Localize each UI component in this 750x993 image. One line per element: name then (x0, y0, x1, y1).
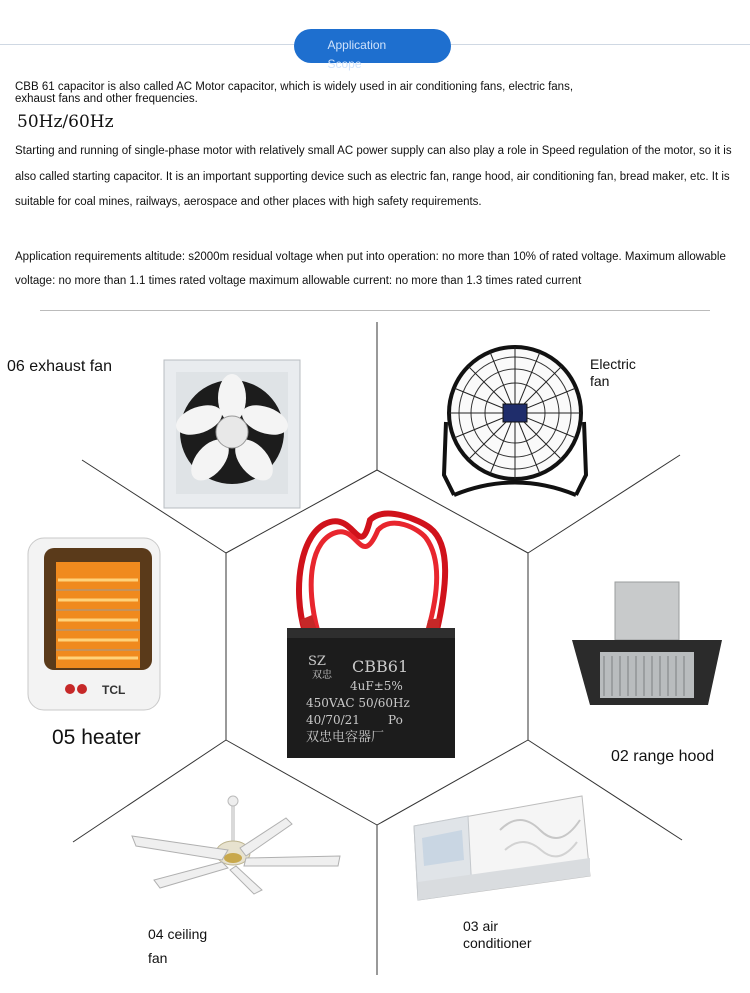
label-air-conditioner: 03 air conditioner (463, 918, 532, 951)
label-electric-fan: Electric fan (590, 356, 636, 389)
ceiling-fan-image (132, 796, 340, 894)
capacitor-maker: 双忠电容器厂 (306, 730, 385, 745)
label-ceiling-fan: 04 ceiling fan (148, 926, 208, 966)
capacitor-brand: 双忠 (312, 670, 332, 681)
application-scope-badge: Application Scope (294, 29, 451, 63)
capacitor-image (287, 514, 455, 758)
requirements-text: Application requirements altitude: s2000m residual voltage when put into operation: no more than 10% of rated voltage. Maximum allowable voltage: no more than 1.1 times rated voltage maximum allowable current: no more than 1.3 times rated current (15, 251, 726, 287)
heater-image (28, 538, 160, 710)
intro-text: CBB 61 capacitor is also called AC Motor capacitor, which is widely used in air conditioning fans, electric fans, exhaust fans and other frequencies. (15, 81, 574, 105)
capacitor-model: CBB61 (352, 657, 409, 676)
capacitor-capacitance: 4uF±5% (350, 679, 403, 693)
label-range-hood: 02 range hood (611, 748, 715, 765)
capacitor-logo: SZ (308, 654, 326, 669)
frequency-text: 50Hz/60Hz (17, 112, 114, 132)
exhaust-fan-image (164, 360, 300, 508)
description-text: Starting and running of single-phase motor with relatively small AC power supply can also play a role in Speed regulation of the motor, so it is also called starting capacitor. It is an important supporting device such as electric fan, range hood, air conditioning fan, bread maker, etc. It is suitable for coal mines, railways, aerospace and other places with high safety requirements. (15, 145, 732, 208)
label-exhaust-fan: 06 exhaust fan (7, 358, 112, 375)
heater-brand: TCL (102, 683, 126, 697)
label-heater: 05 heater (52, 726, 141, 749)
capacitor-suffix: Po (388, 713, 403, 727)
range-hood-image (572, 582, 722, 705)
capacitor-rating: 450VAC 50/60Hz (306, 696, 410, 710)
capacitor-code: 40/70/21 (306, 713, 360, 727)
electric-fan-image (444, 347, 586, 495)
air-conditioner-image (414, 796, 590, 900)
